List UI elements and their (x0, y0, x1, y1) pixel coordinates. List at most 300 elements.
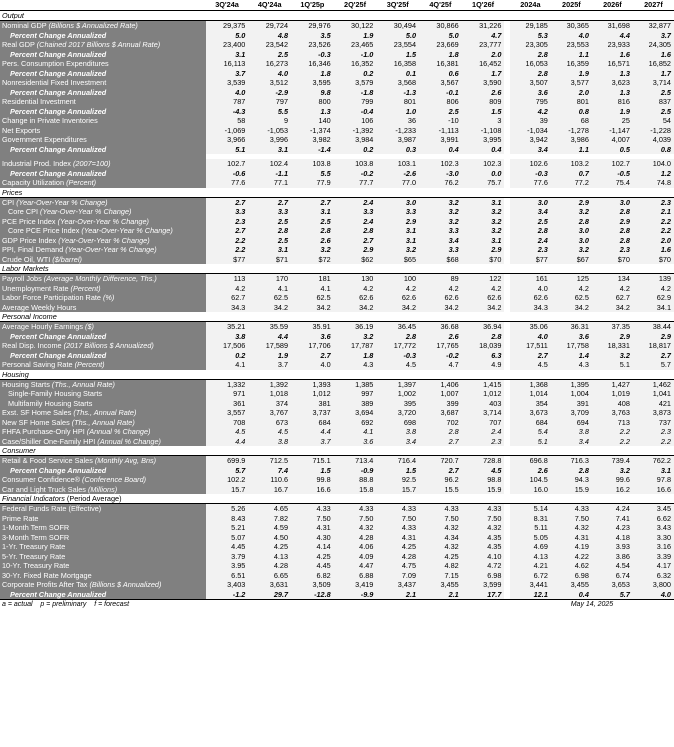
quarter-value: 4.2 (462, 284, 505, 294)
year-value: 1.6 (592, 50, 633, 60)
year-value: 3.43 (633, 523, 674, 533)
section-rule (462, 370, 505, 380)
quarter-value: 997 (334, 389, 377, 399)
row-label (0, 408, 206, 418)
quarter-value: 2.7 (334, 236, 377, 246)
row-label-unit: (Chained 2017 Billions $ Annual Rate) (36, 40, 161, 49)
data-row (0, 274, 674, 284)
year-value: 694 (551, 418, 592, 428)
quarter-value: 0.2 (206, 351, 249, 361)
quarter-value: 4.34 (419, 533, 462, 543)
year-value: 0.5 (592, 145, 633, 155)
year-value: 2.8 (510, 69, 551, 79)
quarter-value: -1.8 (334, 88, 377, 98)
quarter-value: 31,226 (462, 21, 505, 31)
row-label: Net Exports (0, 126, 206, 136)
quarter-value: 2.5 (291, 217, 334, 227)
year-value: -1,034 (510, 126, 551, 136)
section-rule (419, 188, 462, 198)
year-value: 75.4 (592, 178, 633, 188)
quarter-value: 801 (376, 97, 419, 107)
year-value: 16,571 (592, 59, 633, 69)
quarter-value: 4.2 (206, 284, 249, 294)
quarter-value: 5.07 (206, 533, 249, 543)
quarter-value: 6.88 (334, 571, 377, 581)
row-label-main: PPI, Final Demand (2, 245, 66, 254)
quarter-value: 403 (462, 399, 505, 409)
year-value: 2.2 (633, 226, 674, 236)
row-label-unit: (Billions $ Annualized Rate) (48, 21, 138, 30)
row-label: Prime Rate (0, 514, 206, 524)
quarter-value: 4.09 (334, 552, 377, 562)
quarter-value: 0.4 (419, 145, 462, 155)
row-label: Multifamily Housing Starts (0, 399, 206, 409)
data-row (0, 399, 674, 409)
header-quarter: 3Q'25f (376, 0, 419, 11)
quarter-value: 971 (206, 389, 249, 399)
data-row (0, 379, 674, 389)
row-label (0, 236, 206, 246)
quarter-value: 3,590 (462, 78, 505, 88)
data-row (0, 40, 674, 50)
data-row (0, 145, 674, 155)
quarter-value: 3,567 (419, 78, 462, 88)
quarter-value: 16,381 (419, 59, 462, 69)
year-value: 2.3 (633, 197, 674, 207)
quarter-value: 3.4 (376, 437, 419, 447)
year-value: 2.9 (633, 332, 674, 342)
quarter-value: 806 (419, 97, 462, 107)
quarter-value: 1,385 (334, 379, 377, 389)
row-label (0, 178, 206, 188)
quarter-value: 1.5 (376, 466, 419, 476)
year-value: 15.9 (551, 485, 592, 495)
section-header (0, 312, 674, 322)
quarter-value: 4.5 (248, 427, 291, 437)
quarter-value: 4.1 (206, 360, 249, 370)
year-value: 102.6 (510, 159, 551, 169)
year-value: 0.4 (551, 590, 592, 600)
quarter-value: 3.3 (248, 207, 291, 217)
section-title-main: Financial Indicators (2, 494, 67, 503)
section-rule (419, 370, 462, 380)
year-value: 762.2 (633, 456, 674, 466)
section-rule (419, 312, 462, 322)
year-value: 684 (510, 418, 551, 428)
quarter-value: 77.6 (206, 178, 249, 188)
year-value: 4.18 (592, 533, 633, 543)
row-label-unit: (Year-Over-Year % Change) (65, 245, 157, 254)
row-label-unit: (Annual % Change) (97, 436, 161, 446)
year-value: 3.0 (510, 197, 551, 207)
quarter-value: 4.28 (334, 533, 377, 543)
quarter-value: 3.2 (419, 217, 462, 227)
year-value: 18,817 (633, 341, 674, 351)
quarter-value: 1,392 (248, 379, 291, 389)
quarter-value: 5.0 (376, 31, 419, 41)
quarter-value: 4.82 (419, 561, 462, 571)
data-row (0, 580, 674, 590)
year-value: 1.4 (551, 351, 592, 361)
section-rule (334, 188, 377, 198)
data-row (0, 475, 674, 485)
row-label-main: Crude Oil, WTI (2, 254, 53, 264)
year-value: -1,228 (633, 126, 674, 136)
quarter-value: 2.7 (419, 437, 462, 447)
quarter-value: 34.3 (206, 303, 249, 313)
quarter-value: 4.45 (291, 561, 334, 571)
quarter-value: 3.3 (419, 226, 462, 236)
quarter-value: 3,996 (248, 135, 291, 145)
quarter-value: 5.5 (291, 169, 334, 179)
year-value: 4,007 (592, 135, 633, 145)
quarter-value: 88.8 (334, 475, 377, 485)
section-rule (291, 188, 334, 198)
quarter-value: 4.1 (248, 284, 291, 294)
quarter-value: 3.4 (419, 236, 462, 246)
row-label-unit: (Ths., Annual Rate) (51, 379, 115, 389)
quarter-value: 29,375 (206, 21, 249, 31)
quarter-value: 3,512 (248, 78, 291, 88)
year-value: 34.1 (633, 303, 674, 313)
year-value: 3,942 (510, 135, 551, 145)
quarter-value: 17,787 (334, 341, 377, 351)
year-value: 5.7 (633, 360, 674, 370)
section-rule (592, 494, 633, 504)
quarter-value: 3,714 (462, 408, 505, 418)
quarter-value: 2.7 (419, 466, 462, 476)
quarter-value: 2.8 (419, 427, 462, 437)
row-label (0, 293, 206, 303)
quarter-value: 17,589 (248, 341, 291, 351)
year-value: 3.30 (633, 533, 674, 543)
year-value: -0.3 (510, 169, 551, 179)
data-row (0, 485, 674, 495)
year-value: 713 (592, 418, 633, 428)
row-label (0, 245, 206, 255)
quarter-value: $62 (334, 255, 377, 265)
section-rule (291, 264, 334, 274)
quarter-value: 58 (206, 116, 249, 126)
quarter-value: 4.33 (376, 504, 419, 514)
data-row (0, 107, 674, 117)
quarter-value: 1,018 (248, 389, 291, 399)
year-value: 2.3 (510, 245, 551, 255)
quarter-value: 1,393 (291, 379, 334, 389)
year-value: 1,041 (633, 389, 674, 399)
quarter-value: 0.0 (462, 169, 505, 179)
quarter-value: 23,554 (376, 40, 419, 50)
year-value: 696.8 (510, 456, 551, 466)
section-rule (376, 370, 419, 380)
data-row (0, 437, 674, 447)
year-value: 4.24 (592, 504, 633, 514)
year-value: 4.62 (551, 561, 592, 571)
data-row (0, 303, 674, 313)
row-label-main: PCE Price Index (2, 216, 58, 226)
quarter-value: 3.2 (462, 217, 505, 227)
quarter-value: -12.8 (291, 590, 334, 600)
year-value: 8.31 (510, 514, 551, 524)
quarter-value: 361 (206, 399, 249, 409)
year-value: 1,368 (510, 379, 551, 389)
year-value: 34.2 (551, 303, 592, 313)
section-rule (248, 264, 291, 274)
quarter-value: 5.0 (419, 31, 462, 41)
year-value: 2.3 (592, 245, 633, 255)
quarter-value: -3.0 (419, 169, 462, 179)
year-value: 5.14 (510, 504, 551, 514)
quarter-value: 702 (419, 418, 462, 428)
row-label-unit: (Percent) (74, 360, 105, 369)
row-label (0, 580, 206, 590)
quarter-value: -1,069 (206, 126, 249, 136)
quarter-value: 102.3 (462, 159, 505, 169)
year-value: 3,507 (510, 78, 551, 88)
year-value: 77.2 (551, 178, 592, 188)
quarter-value: 2.9 (334, 245, 377, 255)
quarter-value: -1,113 (419, 126, 462, 136)
quarter-value: 3.3 (376, 207, 419, 217)
year-value: 1.2 (633, 169, 674, 179)
quarter-value: 6.98 (462, 571, 505, 581)
year-value: 62.9 (633, 293, 674, 303)
quarter-value: 2.8 (334, 226, 377, 236)
section-rule (633, 188, 674, 198)
year-value: 5.3 (510, 31, 551, 41)
quarter-value: 4.1 (291, 284, 334, 294)
quarter-value: 720.7 (419, 456, 462, 466)
quarter-value: 5.1 (206, 145, 249, 155)
quarter-value: 2.7 (248, 197, 291, 207)
data-row (0, 78, 674, 88)
year-value: 30,365 (551, 21, 592, 31)
section-rule (551, 446, 592, 456)
quarter-value: 1.3 (291, 107, 334, 117)
quarter-value: 89 (419, 274, 462, 284)
quarter-value: $70 (462, 255, 505, 265)
quarter-value: 17,772 (376, 341, 419, 351)
quarter-value: 3.0 (376, 197, 419, 207)
quarter-value: -1,392 (334, 126, 377, 136)
quarter-value: 3.2 (462, 226, 505, 236)
quarter-value: 2.9 (376, 217, 419, 227)
quarter-value: 4.31 (291, 523, 334, 533)
year-value: 4.0 (510, 332, 551, 342)
row-label: Percent Change Annualized (0, 466, 206, 476)
data-row (0, 88, 674, 98)
quarter-value: 140 (291, 116, 334, 126)
data-row (0, 514, 674, 524)
year-value: 3.39 (633, 552, 674, 562)
year-value: 32,877 (633, 21, 674, 31)
data-row (0, 169, 674, 179)
year-value: 3.45 (633, 504, 674, 514)
year-value: 1.3 (592, 88, 633, 98)
year-value: 3.2 (551, 207, 592, 217)
quarter-value: 35.21 (206, 322, 249, 332)
year-value: 3.0 (551, 226, 592, 236)
section-rule (510, 494, 551, 504)
quarter-value: 1.5 (291, 466, 334, 476)
row-label-unit: (Annual % Change) (86, 427, 151, 436)
row-label-main: FHFA Purchase-Only HPI (2, 427, 87, 436)
quarter-value: 684 (291, 418, 334, 428)
year-value: 2.8 (592, 226, 633, 236)
quarter-value: 7.50 (419, 514, 462, 524)
quarter-value: 5.0 (206, 31, 249, 41)
year-value: 4.4 (592, 31, 633, 41)
quarter-value: 395 (376, 399, 419, 409)
quarter-value: 3.1 (462, 197, 505, 207)
quarter-value: -0.6 (206, 169, 249, 179)
quarter-value: 6.82 (291, 571, 334, 581)
quarter-value: 3,631 (248, 580, 291, 590)
data-row (0, 552, 674, 562)
section-rule (462, 446, 505, 456)
year-value: 99.6 (592, 475, 633, 485)
row-label: Percent Change Annualized (0, 351, 206, 361)
row-label (0, 437, 206, 447)
data-row (0, 542, 674, 552)
year-value: $77 (510, 255, 551, 265)
year-value: 2.7 (510, 351, 551, 361)
section-rule (551, 264, 592, 274)
year-value: 16.0 (510, 485, 551, 495)
quarter-value: $77 (206, 255, 249, 265)
year-value: 4.5 (510, 360, 551, 370)
quarter-value: 3.1 (376, 236, 419, 246)
section-rule (206, 446, 249, 456)
quarter-value: 8.43 (206, 514, 249, 524)
row-label-unit: (%) (103, 293, 115, 302)
quarter-value: 4.32 (419, 542, 462, 552)
section-rule (510, 264, 551, 274)
section-rule (551, 370, 592, 380)
year-value: 2.8 (551, 466, 592, 476)
quarter-value: 4.10 (462, 552, 505, 562)
quarter-value: 2.6 (419, 332, 462, 342)
row-label: Change in Private Inventories (0, 116, 206, 126)
quarter-value: 4.4 (248, 332, 291, 342)
quarter-value: 5.7 (206, 466, 249, 476)
quarter-value: 4.06 (334, 542, 377, 552)
year-value: 3.2 (551, 245, 592, 255)
year-value: 3.2 (592, 351, 633, 361)
quarter-value: 2.3 (206, 217, 249, 227)
section-title-note: (Period Average) (66, 494, 122, 503)
quarter-value: 4.59 (248, 523, 291, 533)
section-rule (510, 446, 551, 456)
data-row (0, 69, 674, 79)
quarter-value: -1,374 (291, 126, 334, 136)
row-label-unit: (Average Monthly Difference, Ths.) (43, 274, 157, 283)
year-value: 1.1 (551, 145, 592, 155)
quarter-value: 715.1 (291, 456, 334, 466)
quarter-value: 3.1 (291, 207, 334, 217)
data-row (0, 50, 674, 60)
quarter-value: 4.25 (419, 552, 462, 562)
data-row (0, 332, 674, 342)
year-value: 4.22 (551, 552, 592, 562)
row-label-main: New SF Home Sales (2, 417, 72, 427)
row-label: Pers. Consumption Expenditures (0, 59, 206, 69)
row-label-main: Core PCE Price Index (8, 226, 82, 235)
year-value: 17,511 (510, 341, 551, 351)
year-value: 3.93 (592, 542, 633, 552)
quarter-value: 3.6 (334, 437, 377, 447)
quarter-value: 2.7 (291, 351, 334, 361)
quarter-value: 2.8 (248, 226, 291, 236)
quarter-value: 17,506 (206, 341, 249, 351)
quarter-value: -1.4 (291, 145, 334, 155)
year-value: 3,577 (551, 78, 592, 88)
year-value: 3,763 (592, 408, 633, 418)
quarter-value: 3.2 (462, 207, 505, 217)
quarter-value: -0.9 (334, 466, 377, 476)
row-label-unit: (Ths., Annual Rate) (73, 408, 137, 417)
quarter-value: -1,053 (248, 126, 291, 136)
quarter-value: 4.5 (206, 427, 249, 437)
quarter-value: 3,509 (291, 580, 334, 590)
section-title: Consumer (0, 446, 206, 456)
quarter-value: 92.5 (376, 475, 419, 485)
quarter-value: 3 (462, 116, 505, 126)
year-value: 36.31 (551, 322, 592, 332)
quarter-value: 62.6 (334, 293, 377, 303)
year-value: 4,039 (633, 135, 674, 145)
quarter-value: -0.2 (334, 169, 377, 179)
quarter-value: 7.50 (376, 514, 419, 524)
row-label (0, 485, 206, 495)
section-rule (376, 11, 419, 21)
quarter-value: 34.2 (291, 303, 334, 313)
year-value: 2.8 (551, 217, 592, 227)
section-rule (510, 188, 551, 198)
year-value: 24,305 (633, 40, 674, 50)
quarter-value: 3,599 (462, 580, 505, 590)
year-value: 1,395 (551, 379, 592, 389)
row-label-main: Car and Light Truck Sales (2, 484, 88, 494)
header-quarter: 2Q'25f (334, 0, 377, 11)
quarter-value: 2.5 (419, 107, 462, 117)
row-label-main: Corporate Profits After Tax (2, 580, 90, 589)
year-value: 2.1 (633, 207, 674, 217)
row-label (0, 21, 206, 31)
quarter-value: 673 (248, 418, 291, 428)
section-rule (633, 264, 674, 274)
quarter-value: 699.9 (206, 456, 249, 466)
year-value: 4.54 (592, 561, 633, 571)
footer-row (0, 600, 674, 611)
row-label: Percent Change Annualized (0, 50, 206, 60)
section-rule (510, 370, 551, 380)
quarter-value: 23,465 (334, 40, 377, 50)
section-rule (551, 312, 592, 322)
quarter-value: 35.91 (291, 322, 334, 332)
year-value: 23,553 (551, 40, 592, 50)
quarter-value: 36.94 (462, 322, 505, 332)
quarter-value: 4.4 (206, 437, 249, 447)
year-value: 4.2 (592, 284, 633, 294)
row-label: Percent Change Annualized (0, 88, 206, 98)
quarter-value: 2.8 (462, 332, 505, 342)
quarter-value: 3.6 (291, 332, 334, 342)
quarter-value: 2.2 (206, 236, 249, 246)
quarter-value: 3.8 (376, 427, 419, 437)
row-label-main: Unemployment Rate (2, 283, 71, 293)
year-value: 17,758 (551, 341, 592, 351)
